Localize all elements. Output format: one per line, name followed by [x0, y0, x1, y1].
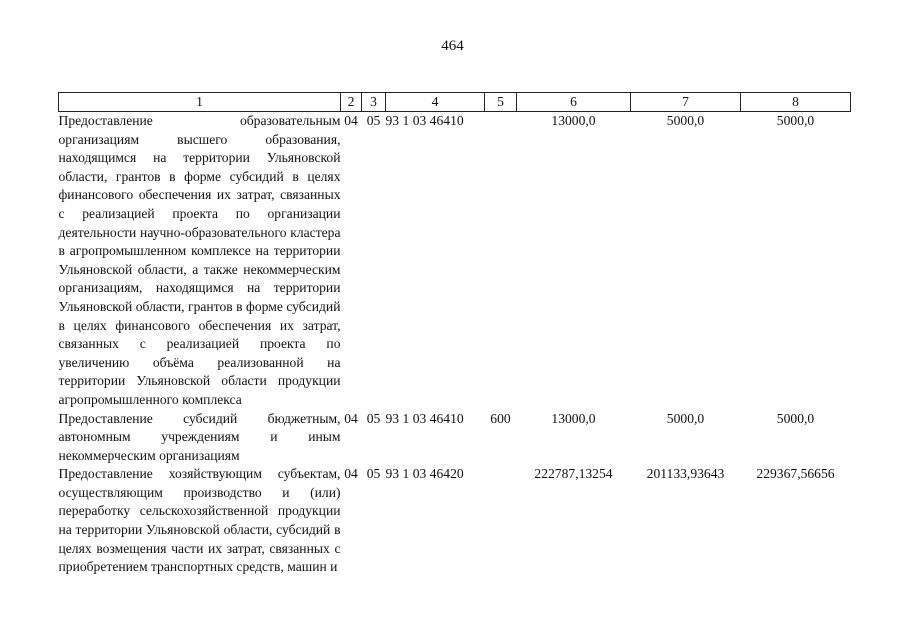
row-vr: 600: [490, 410, 511, 426]
row-vr: [485, 112, 517, 410]
row-value-7: 5000,0: [666, 410, 705, 426]
row-vr: [485, 465, 517, 577]
header-col-4: 4: [386, 93, 485, 112]
row-pr: 05: [366, 113, 381, 128]
table-row: [59, 112, 851, 410]
row-name: Предоставление хозяйствующим субъектам, осуществляющим производство и (или) переработку сельскохозяйственной продукции на территории Ульяновской области, субсидий в целях возмещения части их затрат, связанных с приобретением транспортных средств, машин и: [58, 466, 341, 575]
row-rz: 04: [344, 466, 358, 482]
row-value-8: 5000,0: [776, 113, 815, 128]
header-col-2: 2: [341, 93, 362, 112]
row-csr: 93 1 03 46410: [385, 113, 464, 128]
budget-table: [58, 92, 851, 577]
row-name: Предоставление образовательным организациям высшего образования, находящимся на территории Ульяновской области, грантов в форме субсидий в целях финансового обеспечения их затрат, связанных с реализацией проекта по организации деятельности научно-образовательного кластера в агропромышленном комплексе на территории Ульяновской области, а также некоммерческим организациям, находящимся на территории Ульяновской области, грантов в форме субсидий в целях финансового обеспечения их затрат, связанных с реализацией проекта по увеличению объёма реализованной на территории Ульяновской области продукции агропромышленного комплекса: [58, 113, 341, 407]
row-csr: 93 1 03 46410: [385, 410, 464, 426]
header-col-1: 1: [59, 93, 341, 112]
page-number: 464: [441, 38, 464, 54]
row-value-8: 229367,56656: [756, 466, 835, 482]
header-col-7: 7: [631, 93, 741, 112]
row-value-7: 201133,93643: [646, 466, 725, 482]
row-pr: 05: [366, 466, 381, 482]
row-csr: 93 1 03 46420: [385, 466, 464, 482]
header-row: [59, 93, 851, 112]
row-rz: 04: [344, 410, 358, 426]
header-col-8: 8: [741, 93, 851, 112]
row-value-8: 5000,0: [776, 410, 815, 426]
row-value-7: 5000,0: [666, 113, 705, 128]
row-value-6: 13000,0: [551, 113, 596, 128]
row-rz: 04: [344, 113, 358, 128]
table-row: [59, 410, 851, 466]
row-value-6: 13000,0: [551, 410, 596, 426]
row-value-6: 222787,13254: [534, 466, 613, 482]
header-col-3: 3: [362, 93, 386, 112]
row-pr: 05: [366, 410, 381, 426]
row-name: Предоставление субсидий бюджетным, автономным учреждениям и иным некоммерческим организациям: [58, 410, 341, 463]
header-col-5: 5: [485, 93, 517, 112]
header-col-6: 6: [517, 93, 631, 112]
table-row: [59, 465, 851, 577]
